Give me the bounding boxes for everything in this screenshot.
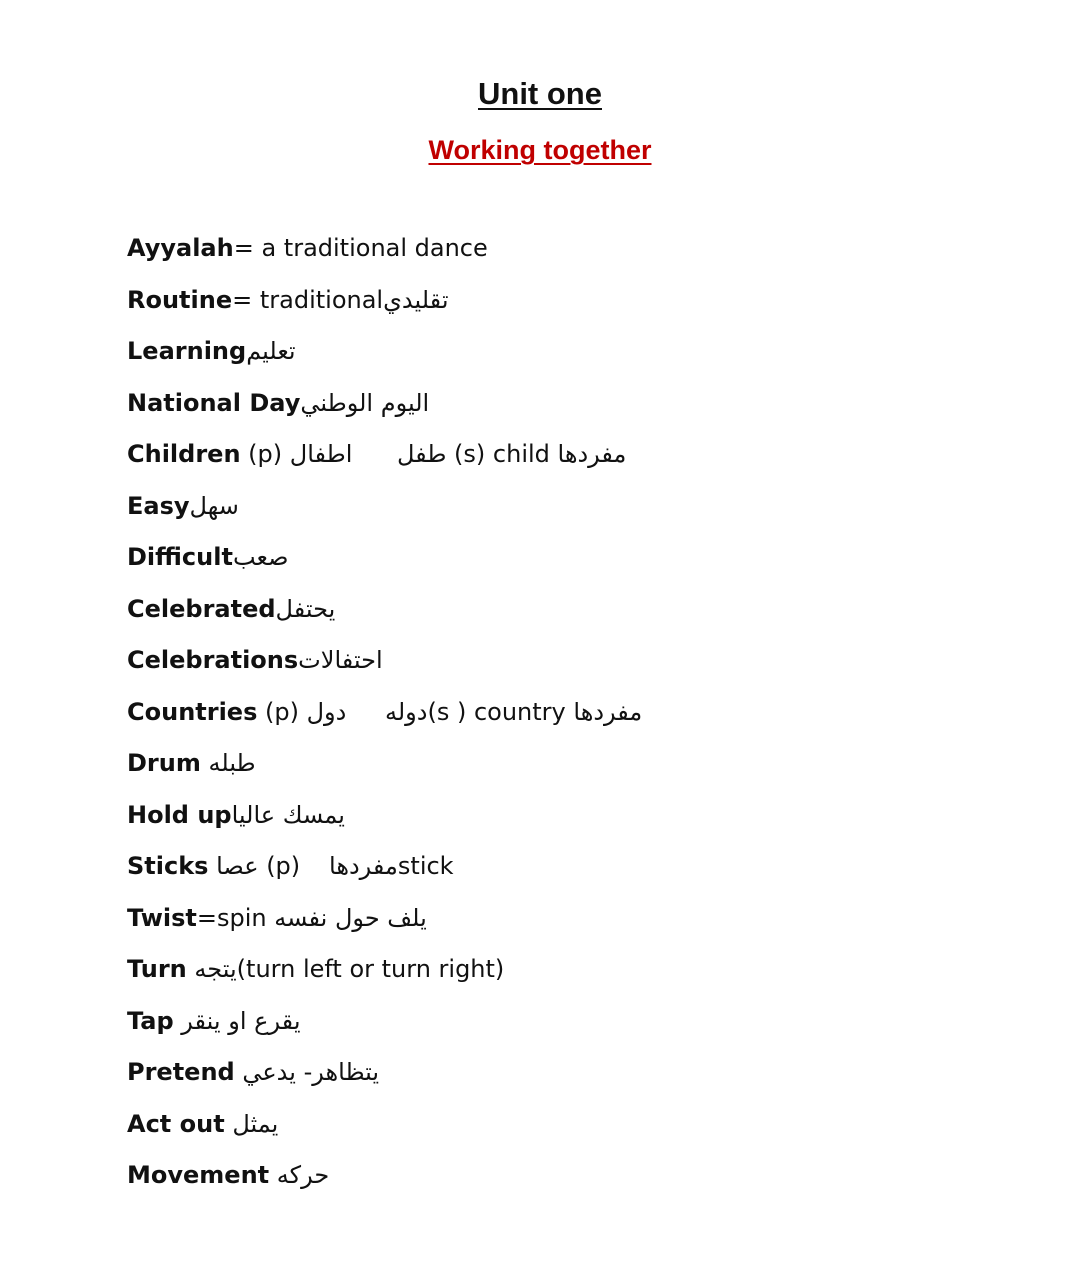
vocab-definition: عصا (p) [208, 852, 301, 880]
vocab-definition: =spin يلف حول نفسه [196, 903, 427, 932]
vocab-term: Ayyalah [127, 234, 234, 262]
vocab-definition: اليوم الوطني [300, 388, 430, 417]
vocab-item [127, 230, 1027, 282]
vocab-definition: سهل [189, 491, 239, 520]
page-title: Unit one [478, 76, 602, 111]
vocab-definition: يتجه(turn left or turn right) [186, 955, 505, 983]
vocab-singular-note: دوله(s ) country مفردها [385, 697, 643, 726]
vocab-item [127, 385, 1027, 437]
vocab-singular-note: مفردهاstick [329, 852, 454, 880]
vocab-definition: (p) اطفال [240, 440, 353, 468]
vocab-term: National Day [127, 388, 301, 417]
vocab-definition: طبله [200, 749, 256, 777]
vocab-term: Celebrations [127, 646, 299, 674]
vocab-term: Easy [127, 491, 190, 520]
vocab-term: Sticks [127, 852, 209, 880]
vocab-term: Learning [127, 337, 247, 365]
vocab-item [127, 1003, 1027, 1055]
vocab-item [127, 848, 1027, 900]
vocab-definition: يقرع او ينقر [173, 1006, 301, 1035]
vocab-item [127, 797, 1027, 849]
vocab-item [127, 333, 1027, 385]
page-subtitle: Working together [428, 135, 652, 165]
vocab-definition: حركه [269, 1161, 330, 1189]
vocab-item [127, 1157, 1027, 1209]
vocab-item [127, 488, 1027, 540]
vocab-term: Pretend [127, 1058, 235, 1086]
vocab-term: Celebrated [127, 594, 276, 623]
vocab-definition: يمسك عاليا [231, 800, 345, 829]
vocab-term: Tap [127, 1006, 174, 1035]
vocab-item [127, 642, 1027, 694]
vocab-item [127, 900, 1027, 952]
vocab-term: Difficult [127, 543, 233, 571]
vocab-term: Countries [127, 697, 258, 726]
vocab-term: Routine [127, 285, 233, 314]
vocab-definition: تعليم [246, 337, 296, 365]
vocab-item [127, 951, 1027, 1003]
vocab-definition: يتظاهر- يدعي [234, 1058, 380, 1086]
vocab-term: Movement [127, 1161, 270, 1189]
vocab-item [127, 436, 1027, 488]
vocab-definition: (p) دول [257, 697, 347, 726]
vocab-definition: صعب [232, 543, 289, 571]
vocab-definition: = traditionalتقليدي [232, 285, 449, 314]
vocab-definition: يحتفل [275, 594, 336, 623]
vocab-singular-note: طفل (s) child مفردها [397, 440, 627, 468]
vocab-term: Turn [127, 955, 187, 983]
vocab-item [127, 591, 1027, 643]
vocab-item [127, 745, 1027, 797]
vocab-item [127, 1054, 1027, 1106]
vocabulary-list [127, 230, 1027, 1209]
vocab-item [127, 539, 1027, 591]
vocab-term: Act out [127, 1109, 225, 1138]
vocab-definition: = a traditional dance [233, 234, 488, 262]
vocab-item [127, 282, 1027, 334]
vocab-term: Drum [127, 749, 201, 777]
vocab-term: Children [127, 440, 241, 468]
vocab-definition: احتفالات [298, 646, 383, 674]
vocab-item [127, 694, 1027, 746]
vocab-item [127, 1106, 1027, 1158]
vocab-definition: يمثل [224, 1109, 279, 1138]
vocab-term: Hold up [127, 800, 232, 829]
vocab-term: Twist [127, 903, 197, 932]
